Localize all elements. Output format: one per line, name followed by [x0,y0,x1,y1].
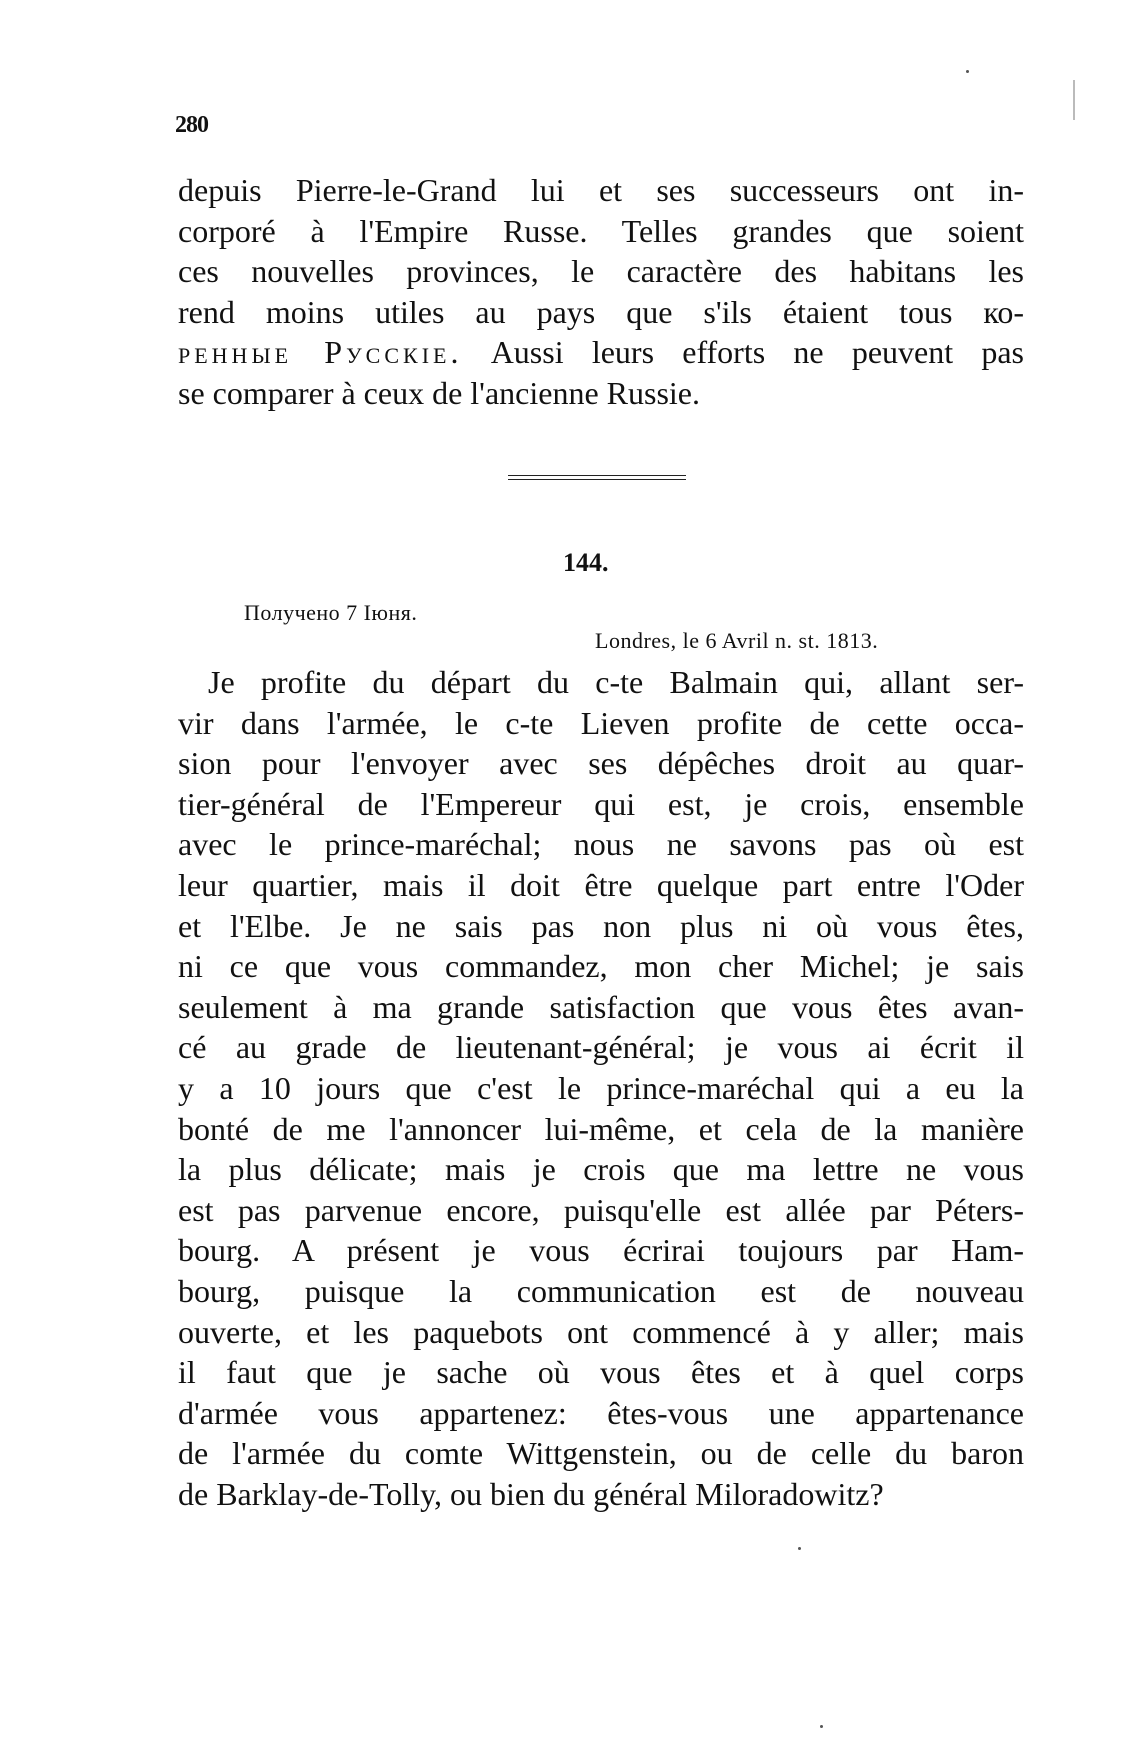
text-fragment: Aussi leurs efforts ne peuvent pas [462,334,1025,371]
page-number: 280 [175,112,208,138]
section-divider [508,475,686,481]
text-line: leur quartier, mais il doit être quelque part entre l'Oder [178,866,1024,903]
text-line: bonté de me l'annoncer lui-même, et cela de la manière [178,1110,1024,1147]
text-line: seulement à ma grande satisfaction que vous êtes avan- [178,988,1024,1025]
letter-dateline: Londres, le 6 Avril n. st. 1813. [595,628,879,653]
text-line: sion pour l'envoyer avec ses dépêches droit au quar- [178,745,1024,782]
text-line: rend moins utiles au pays que s'ils étaient tous ко- [178,293,1024,330]
text-line: avec le prince-maréchal; nous ne savons pas où est [178,826,1024,863]
text-line: est pas parvenue encore, puisqu'elle est allée par Péters- [178,1191,1024,1228]
text-line: depuis Pierre-le-Grand lui et ses successeurs ont in- [178,172,1024,208]
paper-speck [966,70,969,73]
text-line: corporé à l'Empire Russe. Telles grandes que soient [178,212,1024,249]
text-line: il faut que je sache où vous êtes et à quel corps [178,1354,1024,1391]
paper-speck [820,1725,823,1728]
text-line: se comparer à ceux de l'ancienne Russie. [178,374,700,411]
letter-body [178,662,1024,1514]
paper-speck [798,1547,801,1550]
text-line: ni ce que vous commandez, mon cher Michel; je sais [178,948,1024,985]
text-line: la plus délicate; mais je crois que ma lettre ne vous [178,1151,1024,1188]
text-line: de Barklay-de-Tolly, ou bien du général Miloradowitz? [178,1475,884,1512]
text-line: cé au grade de lieutenant-général; je vous ai écrit il [178,1029,1024,1066]
text-line: vir dans l'armée, le c-te Lieven profite de cette occa- [178,704,1024,741]
text-line: Je profite du départ du c-te Balmain qui, allant ser- [208,664,1024,700]
text-line: et l'Elbe. Je ne sais pas non plus ni où vous êtes, [178,907,1024,944]
letter-number: 144. [563,548,609,577]
text-line: y a 10 jours que c'est le prince-maréchal qui a eu la [178,1069,1024,1106]
text-line: tier-général de l'Empereur qui est, je crois, ensemble [178,785,1024,822]
text-line: ces nouvelles provinces, le caractère des habitans les [178,253,1024,290]
paper-speck [1073,80,1075,120]
text-line: ouverte, et les paquebots ont commencé à y aller; mais [178,1313,1024,1350]
cyrillic-phrase: ренные Русскіе. [178,334,463,371]
paragraph-continuation [178,170,1024,414]
text-line: de l'armée du comte Wittgenstein, ou de celle du baron [178,1435,1024,1472]
text-line: bourg. A présent je vous écrirai toujours par Ham- [178,1232,1024,1269]
text-line: bourg, puisque la communication est de nouveau [178,1272,1024,1309]
text-line [178,332,1024,373]
received-note: Получено 7 Іюня. [244,600,418,625]
text-line: d'armée vous appartenez: êtes-vous une appartenance [178,1394,1024,1431]
